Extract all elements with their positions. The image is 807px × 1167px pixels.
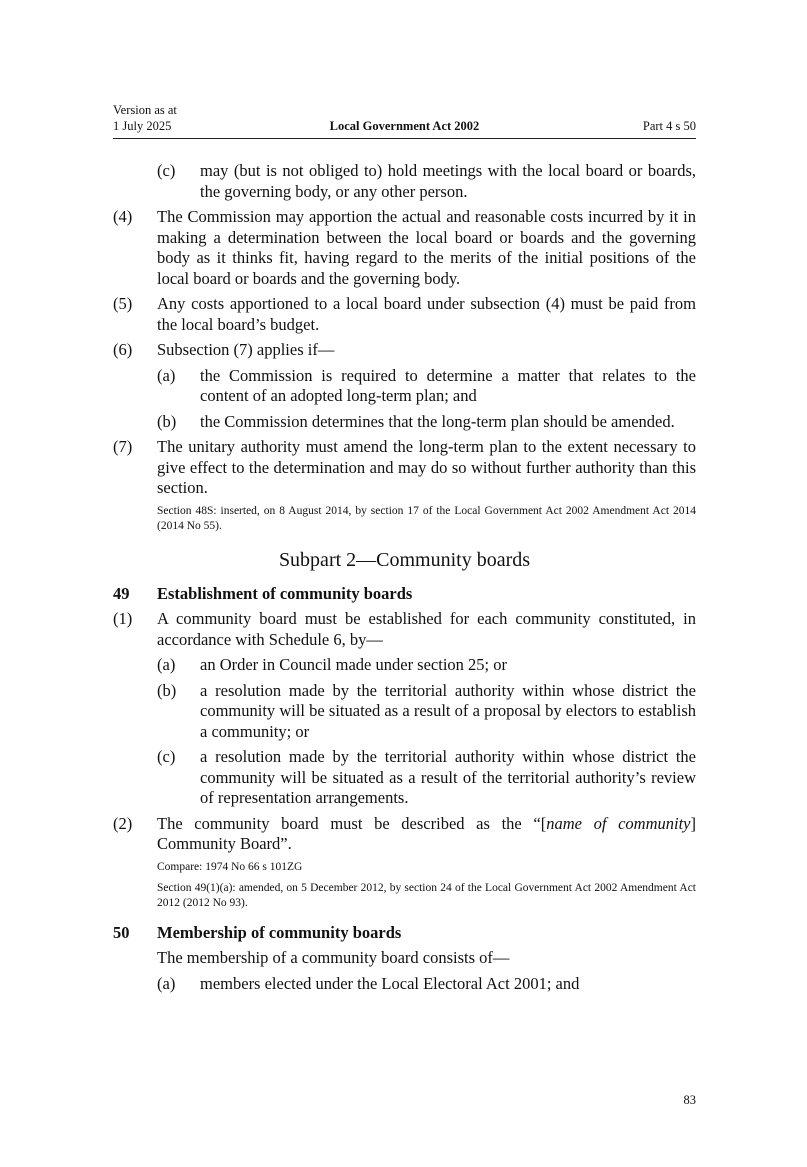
subsection-number: (6) [113, 340, 133, 359]
paragraph-1a [157, 655, 696, 676]
paragraph-label: (a) [157, 655, 176, 674]
italic-placeholder: name of community [546, 813, 691, 833]
subsection-1 [113, 609, 696, 650]
version-date-value: 1 July 2025 [113, 119, 172, 133]
subsection-2 [113, 814, 696, 855]
paragraph-label: (b) [157, 680, 177, 700]
section-title: Establishment of community boards [157, 583, 413, 603]
body-text [113, 161, 696, 999]
part-section-ref: Part 4 s 50 [642, 119, 696, 133]
subsection-text: Any costs apportioned to a local board under subsection (4) must be paid from the local board’s budget. [157, 294, 696, 334]
subsection-7 [113, 437, 696, 499]
subsection-text: Subsection (7) applies if— [157, 340, 335, 359]
paragraph-1b [157, 681, 696, 743]
subsection-number: (7) [113, 437, 133, 456]
paragraph-a [157, 974, 696, 995]
paragraph-text: members elected under the Local Electoral Act 2001; and [200, 973, 580, 993]
version-label: Version as at [113, 103, 177, 117]
subsection-5 [113, 294, 696, 335]
paragraph-text: the Commission is required to determine a matter that relates to the content of an adopted long-term plan; and [200, 365, 696, 405]
act-title: Local Government Act 2002 [329, 119, 480, 133]
running-header [113, 102, 696, 139]
subsection-text: A community board must be established for each community constituted, in accordance with Schedule 6, by— [157, 609, 696, 649]
section-number: 49 [113, 583, 130, 603]
subsection-text: The unitary authority must amend the long-term plan to the extent necessary to give effect to the determination and may do so without further authority than this section. [157, 437, 696, 497]
text-after: ] Community Board”. [157, 813, 696, 853]
paragraph-text: the Commission determines that the long-term plan should be amended. [200, 411, 675, 431]
paragraph-text: an Order in Council made under section 25; or [200, 655, 507, 674]
subsection-number: (1) [113, 609, 133, 628]
subsection-number: (2) [113, 813, 133, 833]
subpart-heading: Subpart 2—Community boards [278, 548, 531, 571]
section-intro: The membership of a community board consists of— [157, 948, 510, 967]
section-50-heading [113, 923, 696, 944]
paragraph-label: (c) [157, 161, 176, 180]
paragraph-text: a resolution made by the territorial authority within whose district the community will be situated as a result of the territorial authority’s review of representation arrangements. [200, 747, 696, 807]
paragraph-label: (c) [157, 747, 176, 766]
page-number: 83 [683, 1093, 696, 1107]
subsection-6 [113, 340, 696, 361]
paragraph-6b [157, 412, 696, 433]
text-before: The community board must be described as the “[ [157, 813, 547, 833]
section-49-heading [113, 584, 696, 605]
compare-note: Compare: 1974 No 66 s 101ZG [157, 860, 303, 873]
paragraph-c [157, 161, 696, 202]
section-number: 50 [113, 922, 130, 942]
subsection-number: (5) [113, 294, 133, 313]
history-note: Section 48S: inserted, on 8 August 2014, by section 17 of the Local Government Act 2002 Amendment Act 2014 (2014 No 55). [157, 504, 696, 532]
section-title: Membership of community boards [157, 922, 402, 942]
subsection-4 [113, 207, 696, 289]
paragraph-6a [157, 366, 696, 407]
subsection-text [157, 814, 696, 855]
paragraph-1c [157, 747, 696, 809]
subsection-text: The Commission may apportion the actual and reasonable costs incurred by it in making a determination between the local board or boards and the governing body as it thinks fit, having regard to the merits of the initial positions of the local board or boards and the governing body. [157, 207, 696, 288]
paragraph-text: may (but is not obliged to) hold meetings with the local board or boards, the governing body, or any other person. [200, 161, 696, 201]
paragraph-label: (a) [157, 973, 176, 993]
paragraph-label: (a) [157, 365, 176, 385]
subsection-number: (4) [113, 207, 133, 226]
history-note: Section 49(1)(a): amended, on 5 December 2012, by section 24 of the Local Government Act 2002 Amendment Act 2012 (2012 No 93). [157, 881, 696, 909]
paragraph-label: (b) [157, 411, 177, 431]
paragraph-text: a resolution made by the territorial authority within whose district the community will be situated as a result of a proposal by electors to establish a community; or [200, 680, 696, 741]
